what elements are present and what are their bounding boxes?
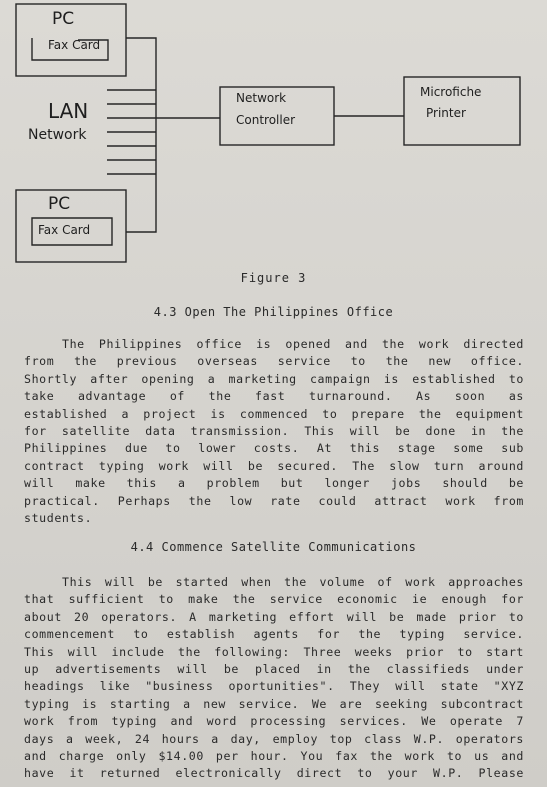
paragraph-line: days a week, 24 hours a day, employ top class W.P. operators [24,731,524,746]
paragraph-line: contract typing work will be secured. The slow turn around [24,458,524,473]
paragraph-line: commencement to establish agents for the typing service. [24,627,524,642]
paragraph-line: Philippines due to lower costs. At this stage some sub [24,441,524,456]
printer-label-line1: Microfiche [420,85,482,99]
paragraph-line: This will include the following: Three weeks prior to start [24,644,524,659]
paragraph-line: and charge only $14.00 per hour. You fax the work to us and [24,749,524,764]
pc-bottom-label: PC [48,194,71,214]
paragraph-line: have it returned electronically direct to your W.P. Please [24,766,524,781]
paragraph-line: work from typing and word processing services. We operate 7 [24,714,524,729]
paragraph-line: established a project is commenced to prepare the equipment [24,406,524,421]
paragraph-line: students. [24,511,93,526]
paragraph-line: that sufficient to make the service economic ie enough for [24,592,524,607]
paragraph-line: from the previous overseas service to the new office. [24,354,524,369]
fax-card-bottom-label: Fax Card [38,223,91,237]
section-4-3-paragraph [24,336,524,527]
paragraph-line: This will be started when the volume of work approaches [62,575,524,589]
network-diagram [0,0,547,270]
network-label: Network [28,127,87,143]
pc-top-label: PC [52,9,75,29]
pc-bus-line [126,38,156,232]
paragraph-line: headings like "business oportunities". They will state "XYZ [24,679,524,694]
section-4-3-heading: 4.3 Open The Philippines Office [153,305,394,319]
network-controller-label-line2: Controller [236,113,296,127]
lan-label: LAN [48,99,89,123]
figure-caption: Figure 3 [240,271,307,285]
network-controller-label-line1: Network [236,91,287,105]
paragraph-line: for satellite data transmission. This will be done in the [24,424,524,439]
paragraph-line: will make this a problem but longer jobs should be [24,476,524,491]
paragraph-line: up advertisements will be placed in the classifieds under [24,662,524,677]
paragraph-line: The Philippines office is opened and the work directed [62,337,524,351]
fax-card-top-label: Fax Card [48,38,101,52]
paragraph-line: about 20 operators. A marketing effort will be made prior to [24,609,524,624]
paragraph-line: take advantage of the fast turnaround. As soon as [24,389,524,404]
section-4-4-heading: 4.4 Commence Satellite Communications [130,540,417,554]
printer-label-line2: Printer [426,106,466,120]
paragraph-line: typing is starting a new service. We are seeking subcontract [24,696,524,711]
section-4-4-paragraph [24,574,524,783]
paragraph-line: Shortly after opening a marketing campaign is established to [24,371,524,386]
paragraph-line: practical. Perhaps the low rate could attract work from [24,493,524,508]
